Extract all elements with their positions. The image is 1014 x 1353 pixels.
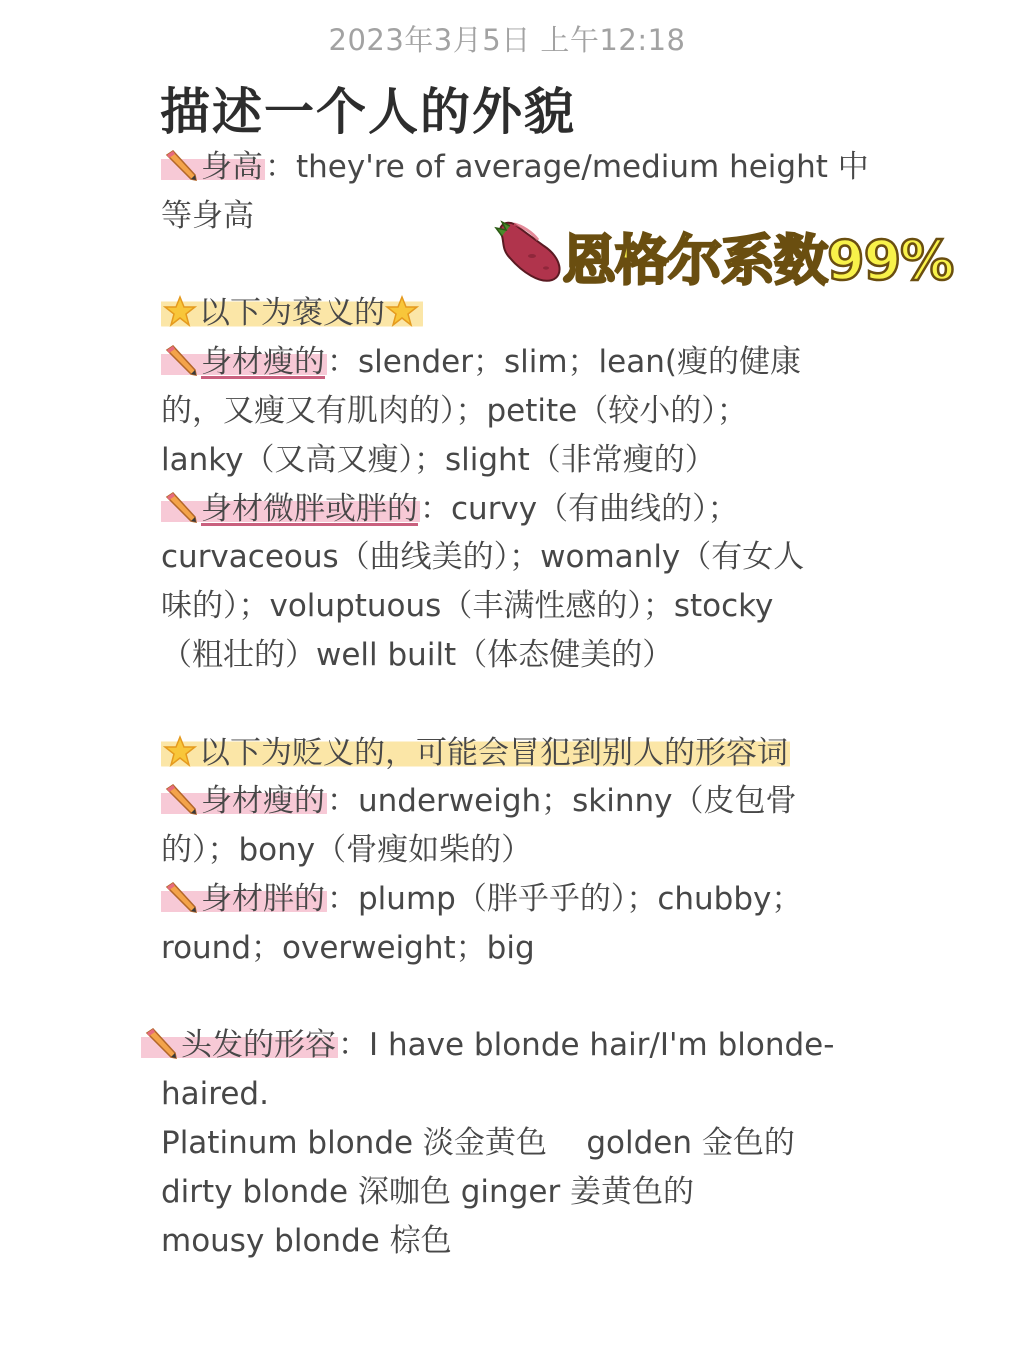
slim-text-1: ：slender；slim；lean(瘦的健康 [327, 344, 801, 381]
thin-label: 身材瘦的 [201, 783, 325, 820]
positive-slim-line-1 [161, 338, 876, 387]
positive-slim-line-3: lanky（又高又瘦）；slight（非常瘦的） [161, 441, 716, 478]
fat-label-highlight [161, 881, 327, 917]
pencil-icon [163, 149, 199, 181]
curvy-text-1: ：curvy（有曲线的）； [420, 490, 739, 527]
curvy-label-highlight [161, 491, 420, 527]
hair-line-5: mousy blonde 棕色 [161, 1222, 452, 1259]
spacer [161, 973, 876, 1022]
height-line-2: 等身高 [161, 197, 254, 234]
star-icon [163, 295, 197, 327]
pencil-icon [163, 881, 199, 913]
hair-line-2: haired. [161, 1076, 269, 1113]
slim-label-highlight [161, 344, 327, 380]
badge-text: 恩格尔系数99% [562, 229, 954, 292]
curvy-label: 身材微胖或胖的 [201, 490, 418, 527]
thin-label-highlight [161, 783, 327, 819]
height-colon: ： [265, 149, 296, 185]
hair-label: 头发的形容 [181, 1027, 336, 1064]
negative-thin-line-1 [161, 777, 876, 826]
height-text-1: they're of average/medium height 中 [296, 149, 869, 185]
positive-heading-line [161, 289, 876, 338]
negative-thin-line-2: 的）；bony（骨瘦如柴的） [161, 832, 533, 869]
negative-heading: 以下为贬义的，可能会冒犯到别人的形容词 [199, 734, 788, 771]
spacer [161, 241, 876, 290]
pencil-icon [163, 783, 199, 815]
negative-heading-line [161, 729, 876, 778]
star-icon [163, 735, 197, 767]
hair-text-1: ：I have blonde hair/I'm blonde- [338, 1027, 835, 1064]
positive-heading-highlight [161, 295, 423, 331]
spacer [161, 680, 876, 729]
pencil-icon [143, 1027, 179, 1059]
negative-heading-highlight [161, 735, 790, 771]
height-label: 身高 [201, 149, 263, 185]
fat-text-1: ：plump（胖乎乎的）；chubby； [327, 880, 803, 917]
note-body [161, 143, 876, 1265]
positive-heading: 以下为褒义的 [199, 295, 385, 332]
pencil-icon [163, 344, 199, 376]
thin-text-1: ：underweigh；skinny（皮包骨 [327, 783, 797, 820]
note-title: 描述一个人的外貌 [160, 83, 576, 141]
height-line [161, 143, 876, 192]
pencil-icon [163, 491, 199, 523]
hair-line-4: dirty blonde 深咖色 ginger 姜黄色的 [161, 1173, 695, 1210]
slim-label: 身材瘦的 [201, 344, 325, 381]
negative-fat-line-1 [161, 875, 876, 924]
hair-line-1 [141, 1021, 876, 1070]
hair-line-3: Platinum blonde 淡金黄色 golden 金色的 [161, 1124, 795, 1161]
height-label-highlight [161, 149, 265, 185]
positive-slim-line-2: 的，又瘦又有肌肉的）；petite（较小的）； [161, 392, 748, 429]
positive-curvy-line-2: curvaceous（曲线美的）；womanly（有女人 [161, 539, 805, 576]
star-icon [385, 295, 419, 327]
fat-label: 身材胖的 [201, 880, 325, 917]
positive-curvy-line-4: （粗壮的）well built（体态健美的） [161, 636, 674, 673]
note-date: 2023年3月5日 上午12:18 [328, 23, 686, 57]
positive-curvy-line-1 [161, 485, 876, 534]
negative-fat-line-2: round；overweight；big [161, 929, 535, 966]
hair-label-highlight [141, 1027, 338, 1063]
positive-curvy-line-3: 味的）；voluptuous（丰满性感的）；stocky [161, 588, 774, 625]
